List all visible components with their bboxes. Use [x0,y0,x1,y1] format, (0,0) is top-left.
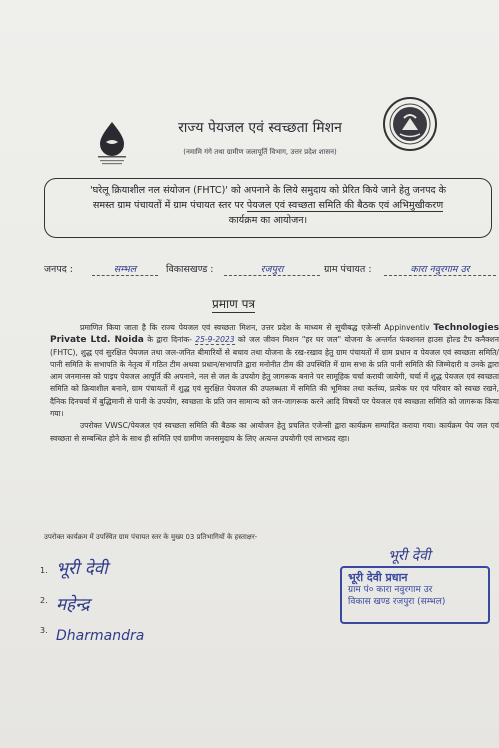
banner-line-2-underlined: पेयजल एवं स्वच्छता समिति की बैठक एवं अभिमुखीकरण [246,200,444,211]
banner-line-1: 'घरेलू क्रियाशील नल संयोजन (FHTC)' को अपनाने के लिये समुदाय को प्रेरित किये जाने हेतु जनपद के [89,185,447,196]
signature-3: Dharmandra [56,628,145,644]
banner-line-2 [45,198,491,213]
block-label: विकासखण्ड : [166,264,214,275]
pradhan-stamp [340,566,490,624]
district-value: सम्भल [92,262,158,276]
signatures-header: उपरोक्त कार्यक्रम में उपस्थित ग्राम पंचायत स्तर के मुख्य 03 प्रतिभागियों के हस्ताक्षर- [44,533,258,541]
jal-jeevan-mission-logo [92,120,132,166]
gram-panchayat-label: ग्राम पंचायत : [324,264,372,275]
body-paragraph-2: उपरोक्त VWSC/पेयजल एवं स्वच्छता समिति की बैठक का आयोजन हेतु प्रचलित एजेन्सी द्वारा कार्यक्रम सम्पादित कराया गया। कार्यक्रम पेय जल एवं स्वच्छता से सम्बन्धित होने के साथ ही समिति एवं ग्रामीण जनसमुदाय के लिए अत्यन्त उपयोगी एवं लाभप्रद रहा। [50,421,499,443]
stamp-name: भूरी देवी प्रधान [348,571,408,584]
signature-2: महेन्द्र [56,595,90,615]
signature-number-3: 3. [40,626,48,635]
body-p1-start: प्रमाणित किया जाता है कि राज्य पेयजल एवं स्वच्छता मिशन, उत्तर प्रदेश के माध्यम से सूचीबद्ध एजेन्सी Appinventiv [80,323,430,332]
signature-number-2: 2. [40,596,48,605]
body-p1-rest: को जल जीवन मिशन "हर घर जल" योजना के अन्तर्गत फंक्शनल हाउस होल्ड टैप कनैक्शन (FHTC), शुद्ध एवं सुरक्षित पेयजल तथा जल-जनित बीमारियों से बचाव तथा योजना के रख-रखाव हेतु ग्राम पंचायतों में ग्राम प्रधान व पेयजल एवं स्वच्छता समिति/पानी समिति के सभापति के नेतृत्व में गठित टीम अथवा प्रधान/सभापति द्वारा मनोनीत टीम की उपस्थिति में ग्राम सभा के प्रति पानी समिति की जिम्मेदारी व उनके द्वारा आम जनमानस को पाइप पेयजल आपूर्ति की अपनाने, नल से जल के उपयोग हेतु जागरूक बनाने पर सामूहिक चर्चा करायी जायेगी, चर्चा में शुद्ध पेयजल एवं स्वच्छता समिति को क्रियाशील बनाने, ग्राम पंचायतों में शुद्ध एवं सुरक्षित पेयजल की उपलब्धता में समिति की भूमिका तथा कर्तव्य, प्रत्येक घर एवं परिवार को स्वच्छ रखने, दैनिक दिनचर्या में बुद्धिमानी से पानी के उपयोग, स्वच्छता के प्रति जन सामान्य को जन-जागरूक करने आदि विषयों पर पेयजल एवं स्वच्छता समिति को जागरूक किया गया। [50,335,499,419]
signature-1: भूरी देवी [56,559,108,579]
certificate-body [50,322,499,445]
body-p1-date-prefix: के द्वारा दिनांक- [143,335,196,345]
banner-line-2-text: समस्त ग्राम पंचायतों में ग्राम पंचायत स्तर पर [92,200,247,211]
pradhan-signature: भूरी देवी [388,548,431,564]
program-banner [44,178,492,238]
up-government-emblem [382,96,438,152]
block-value: रजपुरा [224,262,320,276]
stamp-line-3: विकास खण्ड रजपुरा (सम्भल) [348,597,446,607]
district-label: जनपद : [44,264,73,275]
location-fields [44,262,499,282]
agency-name: Technologies Private Ltd. Noida [50,323,499,346]
gram-panchayat-value: कारा नवुरगाम उर [384,262,496,276]
department-subtitle: (नमामि गंगे तथा ग्रामीण जलापूर्ति विभाग, उत्तर प्रदेश शासन) [183,148,337,156]
mission-title: राज्य पेयजल एवं स्वच्छता मिशन [178,120,342,136]
signature-number-1: 1. [40,566,48,575]
stamp-line-2: ग्राम पं० कारा नवुरगाम उर [348,585,433,595]
certificate-title: प्रमाण पत्र [212,297,256,311]
banner-line-3: कार्यक्रम का आयोजन। [228,215,308,226]
body-paragraph-1 [50,322,499,420]
event-date: 25-9-2023 [195,335,235,345]
